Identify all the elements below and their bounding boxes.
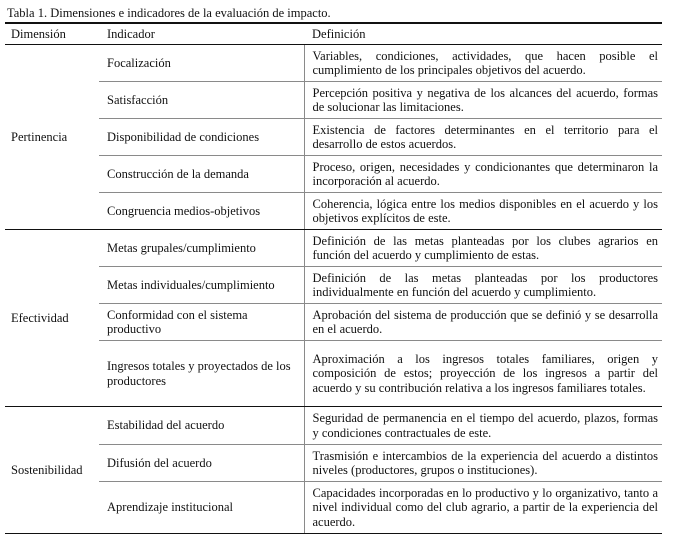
indicador-cell: Conformidad con el sistema productivo	[99, 304, 304, 341]
table-row	[5, 193, 662, 230]
definicion-cell: Trasmisión e intercambios de la experiencia del acuerdo a distintos niveles (productores, grupos o instituciones).	[304, 445, 662, 482]
header-row	[5, 23, 662, 45]
table-row	[5, 304, 662, 341]
indicador-cell: Ingresos totales y proyectados de los productores	[99, 341, 304, 407]
table-row	[5, 230, 662, 267]
indicador-cell: Aprendizaje institucional	[99, 482, 304, 534]
table-row	[5, 119, 662, 156]
definicion-cell: Percepción positiva y negativa de los alcances del acuerdo, formas de solucionar las limitaciones.	[304, 82, 662, 119]
impact-indicators-table	[5, 22, 662, 534]
indicador-cell: Metas individuales/cumplimiento	[99, 267, 304, 304]
definicion-cell: Seguridad de permanencia en el tiempo del acuerdo, plazos, formas y condiciones contractuales de este.	[304, 407, 662, 445]
table-row	[5, 341, 662, 407]
table-row	[5, 267, 662, 304]
indicador-cell: Estabilidad del acuerdo	[99, 407, 304, 445]
table-row	[5, 445, 662, 482]
dimension-cell: Pertinencia	[5, 45, 99, 230]
definicion-cell: Coherencia, lógica entre los medios disponibles en el acuerdo y los objetivos explícitos de este.	[304, 193, 662, 230]
dimension-cell: Efectividad	[5, 230, 99, 407]
indicador-cell: Metas grupales/cumplimiento	[99, 230, 304, 267]
definicion-cell: Proceso, origen, necesidades y condicionantes que determinaron la incorporación al acuerdo.	[304, 156, 662, 193]
header-definicion: Definición	[304, 23, 662, 45]
definicion-cell: Definición de las metas planteadas por los productores individualmente en función del acuerdo y cumplimiento.	[304, 267, 662, 304]
indicador-cell: Disponibilidad de condiciones	[99, 119, 304, 156]
dimension-cell: Sostenibilidad	[5, 407, 99, 534]
table-row	[5, 407, 662, 445]
header-indicador: Indicador	[99, 23, 304, 45]
definicion-cell: Aproximación a los ingresos totales familiares, origen y composición de estos; proyección de los ingresos a partir del acuerdo y su contribución relativa a los ingresos familiares totales.	[304, 341, 662, 407]
table-row	[5, 45, 662, 82]
indicador-cell: Satisfacción	[99, 82, 304, 119]
header-dimension: Dimensión	[5, 23, 99, 45]
definicion-cell: Existencia de factores determinantes en el territorio para el desarrollo de estos acuerdos.	[304, 119, 662, 156]
indicador-cell: Difusión del acuerdo	[99, 445, 304, 482]
table-caption: Tabla 1. Dimensiones e indicadores de la evaluación de impacto.	[7, 6, 331, 20]
indicador-cell: Focalización	[99, 45, 304, 82]
indicador-cell: Congruencia medios-objetivos	[99, 193, 304, 230]
definicion-cell: Definición de las metas planteadas por los clubes agrarios en función del acuerdo y cumplimiento de estas.	[304, 230, 662, 267]
indicador-cell: Construcción de la demanda	[99, 156, 304, 193]
definicion-cell: Capacidades incorporadas en lo productivo y lo organizativo, tanto a nivel individual como del club agrario, a partir de la experiencia del acuerdo.	[304, 482, 662, 534]
definicion-cell: Variables, condiciones, actividades, que hacen posible el cumplimiento de los principales objetivos del acuerdo.	[304, 45, 662, 82]
table-row	[5, 156, 662, 193]
definicion-cell: Aprobación del sistema de producción que se definió y se desarrolla en el acuerdo.	[304, 304, 662, 341]
table-row	[5, 482, 662, 534]
table-row	[5, 82, 662, 119]
